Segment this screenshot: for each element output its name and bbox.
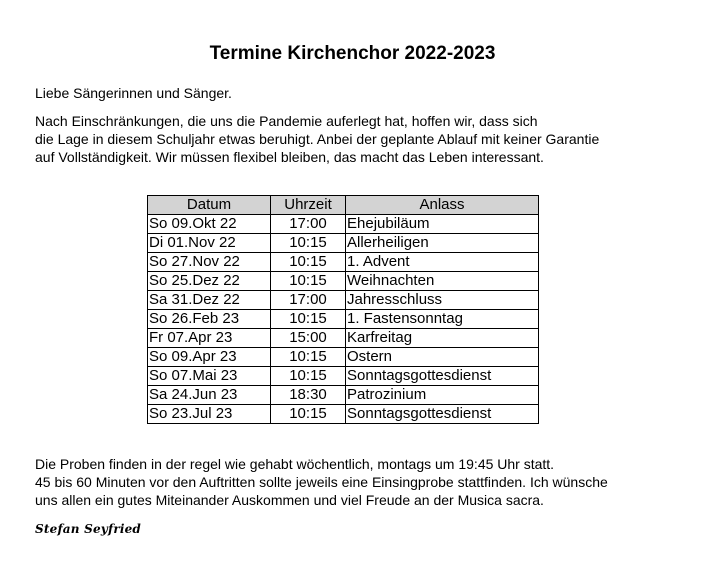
- cell-date: So 26.Feb 23: [148, 310, 271, 329]
- cell-time: 18:30: [271, 386, 346, 405]
- cell-occasion: Jahresschluss: [346, 291, 539, 310]
- table-row: [148, 253, 539, 272]
- intro-line: auf Vollständigkeit. Wir müssen flexibel bleiben, das macht das Leben interessant.: [35, 149, 544, 165]
- schedule-table: [147, 195, 539, 424]
- table-row: [148, 310, 539, 329]
- intro-paragraph: [35, 112, 675, 166]
- cell-time: 10:15: [271, 272, 346, 291]
- cell-time: 10:15: [271, 310, 346, 329]
- table-row: [148, 367, 539, 386]
- cell-time: 15:00: [271, 329, 346, 348]
- table-row: [148, 215, 539, 234]
- table-row: [148, 386, 539, 405]
- cell-date: Sa 31.Dez 22: [148, 291, 271, 310]
- cell-time: 10:15: [271, 367, 346, 386]
- cell-date: So 23.Jul 23: [148, 405, 271, 424]
- table-row: [148, 291, 539, 310]
- cell-occasion: Ostern: [346, 348, 539, 367]
- cell-date: Fr 07.Apr 23: [148, 329, 271, 348]
- rehearsal-line: Die Proben finden in der regel wie gehabt wöchentlich, montags um 19:45 Uhr statt.: [35, 456, 555, 472]
- table-row: [148, 348, 539, 367]
- cell-time: 10:15: [271, 405, 346, 424]
- intro-line: Nach Einschränkungen, die uns die Pandemie auferlegt hat, hoffen wir, dass sich: [35, 113, 538, 129]
- cell-occasion: Allerheiligen: [346, 234, 539, 253]
- cell-occasion: 1. Fastensonntag: [346, 310, 539, 329]
- cell-occasion: Patrozinium: [346, 386, 539, 405]
- rehearsal-paragraph: [35, 455, 675, 509]
- column-header-occasion: Anlass: [346, 196, 539, 215]
- cell-time: 10:15: [271, 253, 346, 272]
- cell-date: So 09.Okt 22: [148, 215, 271, 234]
- cell-date: Di 01.Nov 22: [148, 234, 271, 253]
- cell-date: So 07.Mai 23: [148, 367, 271, 386]
- cell-occasion: Karfreitag: [346, 329, 539, 348]
- cell-date: Sa 24.Jun 23: [148, 386, 271, 405]
- table-row: [148, 405, 539, 424]
- column-header-time: Uhrzeit: [271, 196, 346, 215]
- rehearsal-line: uns allen ein gutes Miteinander Auskommen und viel Freude an der Musica sacra.: [35, 492, 544, 508]
- signature: Stefan Seyfried: [35, 522, 142, 536]
- document-title: Termine Kirchenchor 2022-2023: [209, 43, 496, 64]
- cell-occasion: Weihnachten: [346, 272, 539, 291]
- table-row: [148, 234, 539, 253]
- table-row: [148, 329, 539, 348]
- greeting: Liebe Sängerinnen und Sänger.: [35, 85, 232, 101]
- table-row: [148, 272, 539, 291]
- cell-occasion: Sonntagsgottesdienst: [346, 367, 539, 386]
- cell-date: So 27.Nov 22: [148, 253, 271, 272]
- cell-date: So 09.Apr 23: [148, 348, 271, 367]
- column-header-date: Datum: [148, 196, 271, 215]
- cell-occasion: Sonntagsgottesdienst: [346, 405, 539, 424]
- cell-occasion: Ehejubiläum: [346, 215, 539, 234]
- table-header-row: [148, 196, 539, 215]
- cell-date: So 25.Dez 22: [148, 272, 271, 291]
- rehearsal-line: 45 bis 60 Minuten vor den Auftritten sollte jeweils eine Einsingprobe stattfinden. Ich wünsche: [35, 474, 608, 490]
- intro-line: die Lage in diesem Schuljahr etwas beruhigt. Anbei der geplante Ablauf mit keiner Garantie: [35, 131, 600, 147]
- cell-time: 17:00: [271, 291, 346, 310]
- cell-occasion: 1. Advent: [346, 253, 539, 272]
- cell-time: 10:15: [271, 348, 346, 367]
- schedule-body: [148, 215, 539, 424]
- cell-time: 10:15: [271, 234, 346, 253]
- cell-time: 17:00: [271, 215, 346, 234]
